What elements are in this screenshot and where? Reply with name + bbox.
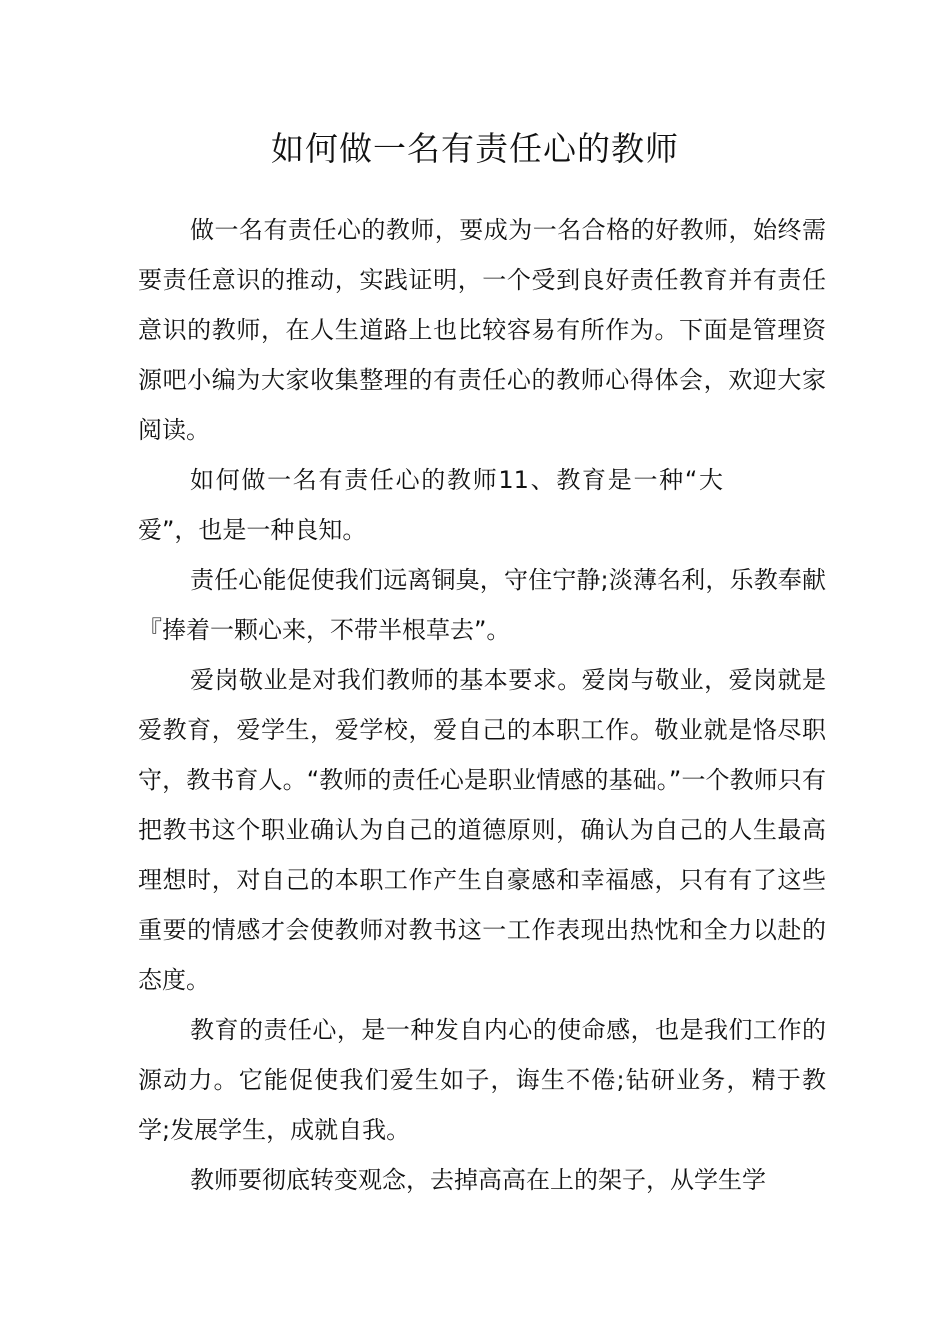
paragraph-dedication: 爱岗敬业是对我们教师的基本要求。爱岗与敬业，爱岗就是爱教育，爱学生，爱学校，爱自己的本职工作。敬业就是恪尽职守，教书育人。“教师的责任心是职业情感的基础。”一个教师只有把教书这个职业确认为自己的道德原则，确认为自己的人生最高理想时，对自己的本职工作产生自豪感和幸福感，只有有了这些重要的情感才会使教师对教书这一工作表现出热忱和全力以赴的态度。 (138, 666, 826, 994)
paragraph-attitude: 教师要彻底转变观念，去掉高高在上的架子，从学生学 (190, 1166, 766, 1194)
paragraph-subtitle: 如何做一名有责任心的教师11、教育是一种“大爱”，也是一种良知。 (138, 466, 723, 544)
page-title: 如何做一名有责任心的教师 (271, 129, 679, 169)
document-body (138, 205, 826, 1205)
paragraph-mission: 教育的责任心，是一种发自内心的使命感，也是我们工作的源动力。它能促使我们爱生如子，诲生不倦;钻研业务，精于教学;发展学生，成就自我。 (138, 1016, 826, 1144)
paragraph-responsibility: 责任心能促使我们远离铜臭，守住宁静;淡薄名利，乐教奉献『捧着一颗心来，不带半根草去”。 (138, 566, 826, 644)
paragraph-intro: 做一名有责任心的教师，要成为一名合格的好教师，始终需要责任意识的推动，实践证明，一个受到良好责任教育并有责任意识的教师，在人生道路上也比较容易有所作为。下面是管理资源吧小编为大家收集整理的有责任心的教师心得体会，欢迎大家阅读。 (138, 216, 826, 444)
